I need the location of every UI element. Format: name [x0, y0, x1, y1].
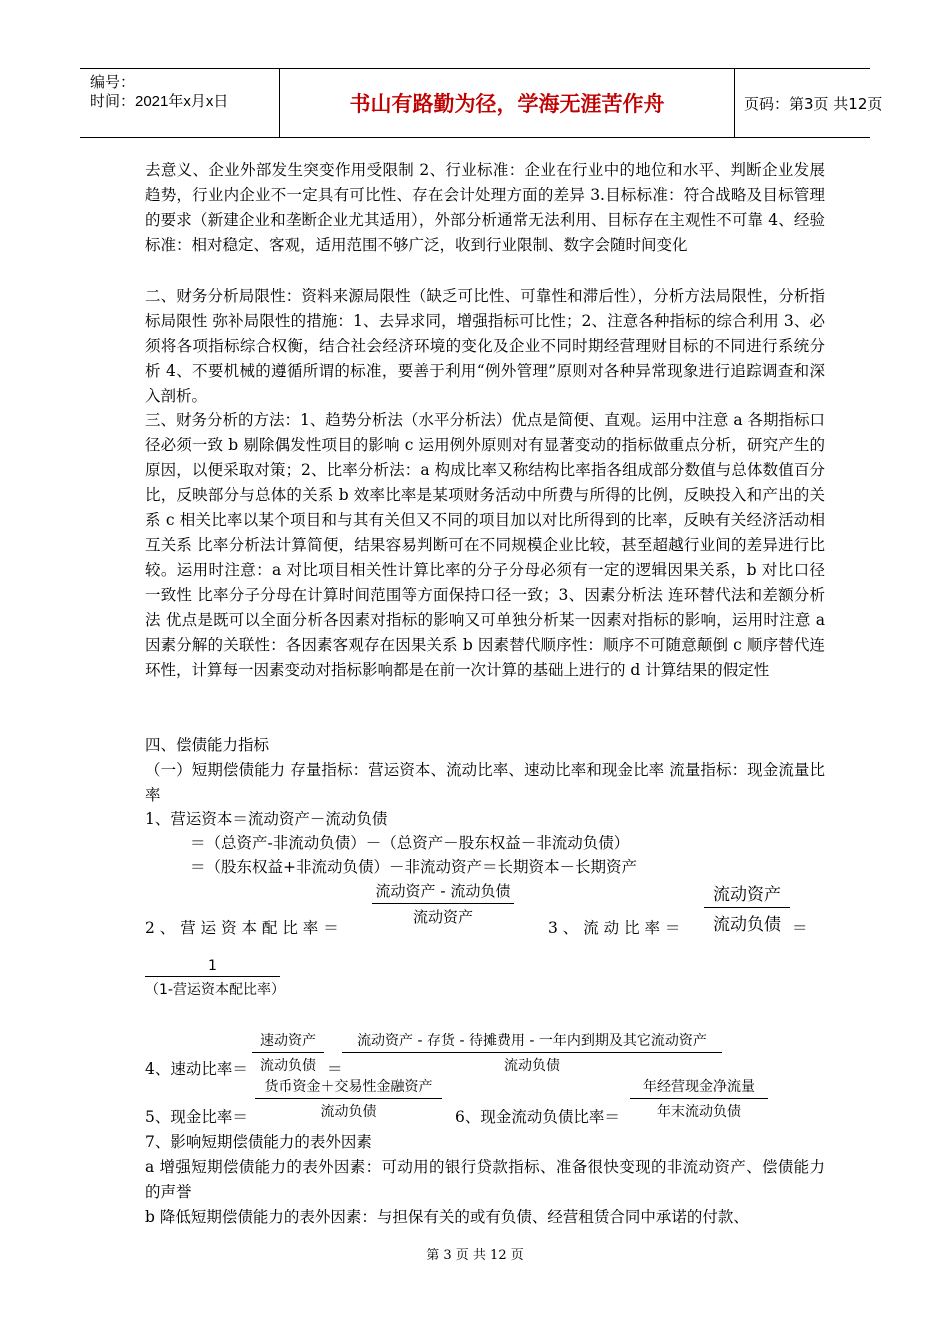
item-7-heading: 7、影响短期偿债能力的表外因素	[145, 1133, 372, 1151]
formula-5-denominator: 流动负债	[320, 1104, 377, 1120]
paragraph-methods: 三、财务分析的方法：1、趋势分析法（水平分析法）优点是简便、直观。运用中注意 a 各期指标口径必须一致 b 剔除偶发性项目的影响 c 运用例外原则对有显著变动的指标做重点分析，研究产生的原因，以便采取对策；2、比率分析法：a 构成比率又称结构比率指各组成部分数值与总体数值百分比，反映部分与总体的关系 b 效率比率是某项财务活动中所费与所得的比例，反映投入和产出的关系 c 相关比率以某个项目和与其有关但又不同的项目加以对比所得到的比率，反映有关经济活动相互关系 比率分析法计算简便，结果容易判断可在不同规模企业比较，甚至超越行业间的差异进行比较。运用时注意：a 对比项目相关性计算比率的分子分母必须有一定的逻辑因果关系，b 对比口径一致性 比率分子分母在计算时间范围等方面保持口径一致；3、因素分析法 连环替代法和差额分析法 优点是既可以全面分析各因素对指标的影响又可单独分析某一因素对指标的影响，运用时注意 a 因素分解的关联性：各因素客观存在因果关系 b 因素替代顺序性：顺序不可随意颠倒 c 顺序替代连环性，计算每一因素变动对指标影响都是在前一次计算的基础上进行的 d 计算结果的假定性	[145, 411, 825, 679]
formula-4b-fraction	[342, 1030, 722, 1075]
formula-3-fraction	[704, 880, 790, 935]
heading-solvency: 四、偿债能力指标	[145, 736, 270, 754]
formula-5-fraction	[255, 1076, 442, 1121]
formula-3-denominator: 流动负债	[713, 915, 781, 935]
formula-3-numerator: 流动资产	[704, 880, 790, 908]
formula-3-label: 3 、 流 动 比 率 ＝	[548, 919, 681, 937]
formula-4-denominator: 流动负债	[260, 1058, 316, 1074]
page-header	[80, 68, 883, 138]
formula-6-label: 6、现金流动负债比率＝	[455, 1108, 620, 1126]
formula-3b-fraction	[145, 958, 285, 999]
formula-4b-numerator: 流动资产 - 存货 - 待摊费用 - 一年内到期及其它流动资产	[342, 1030, 722, 1053]
page-footer: 第 3 页 共 12 页	[426, 1248, 524, 1263]
formula-5-label: 5、现金比率＝	[145, 1108, 248, 1126]
paragraph-limitations: 二、财务分析局限性：资料来源局限性（缺乏可比性、可靠性和滞后性），分析方法局限性，分析指标局限性 弥补局限性的措施：1、去异求同，增强指标可比性；2、注意各种指标的综合利用 3、必须将各项指标综合权衡，结合社会经济环境的变化及企业不同时期经营理财目标的不同进行系统分析 4、不要机械的遵循所谓的标准，要善于利用“例外管理”原则对各种异常现象进行追踪调查和深入剖析。	[145, 287, 825, 405]
header-meta	[80, 69, 280, 137]
formula-working-capital-3: ＝（股东权益+非流动负债）－非流动资产＝长期资本－长期资产	[190, 858, 637, 876]
formula-2-denominator: 流动资产	[412, 908, 473, 926]
formula-5-numerator: 货币资金＋交易性金融资产	[255, 1076, 442, 1099]
item-7b: b 降低短期偿债能力的表外因素：与担保有关的或有负债、经营租赁合同中承诺的付款、	[145, 1208, 749, 1226]
formula-4b-denominator: 流动负债	[504, 1058, 560, 1074]
header-page-info: 页码：第3页 共12页	[744, 94, 883, 113]
formula-2-numerator: 流动资产 - 流动负债	[372, 880, 514, 904]
formula-working-capital-2: ＝（总资产-非流动负债）－（总资产－股东权益－非流动负债）	[190, 834, 630, 852]
number-label: 编号：	[90, 74, 136, 91]
formula-2-fraction	[372, 880, 514, 927]
header-motto: 书山有路勤为径，学海无涯苦作舟	[280, 69, 735, 137]
formula-3-equals: ＝	[792, 919, 808, 937]
formula-working-capital-1: 1、营运资本＝流动资产－流动负债	[145, 810, 388, 828]
formula-2-label: 2 、 营 运 资 本 配 比 率 ＝	[145, 919, 339, 937]
date-label: 时间：2021年x月x日	[90, 93, 229, 110]
formula-3b-denominator: （1-营运资本配比率）	[145, 982, 285, 998]
paragraph-short-term: （一）短期偿债能力 存量指标：营运资本、流动比率、速动比率和现金比率 流量指标：现金流量比率	[145, 761, 825, 804]
item-7a: a 增强短期偿债能力的表外因素：可动用的银行贷款指标、准备很快变现的非流动资产、偿债能力的声誉	[145, 1158, 825, 1201]
formula-6-denominator: 年末流动负债	[657, 1104, 741, 1120]
formula-4-equals: ＝	[327, 1060, 343, 1078]
paragraph-standards: 去意义、企业外部发生突变作用受限制 2、行业标准：企业在行业中的地位和水平、判断企业发展趋势，行业内企业不一定具有可比性、存在会计处理方面的差异 3.目标标准：符合战略及目标管理的要求（新建企业和垄断企业尤其适用），外部分析通常无法利用、目标存在主观性不可靠 4、经验标准：相对稳定、客观，适用范围不够广泛，收到行业限制、数字会随时间变化	[145, 161, 825, 254]
formula-4-label: 4、速动比率＝	[145, 1060, 248, 1078]
formula-6-fraction	[630, 1076, 768, 1121]
formula-3b-numerator: 1	[145, 958, 280, 977]
formula-6-numerator: 年经营现金净流量	[630, 1076, 768, 1099]
formula-4-fraction	[252, 1030, 324, 1075]
formula-4-numerator: 速动资产	[252, 1030, 324, 1053]
